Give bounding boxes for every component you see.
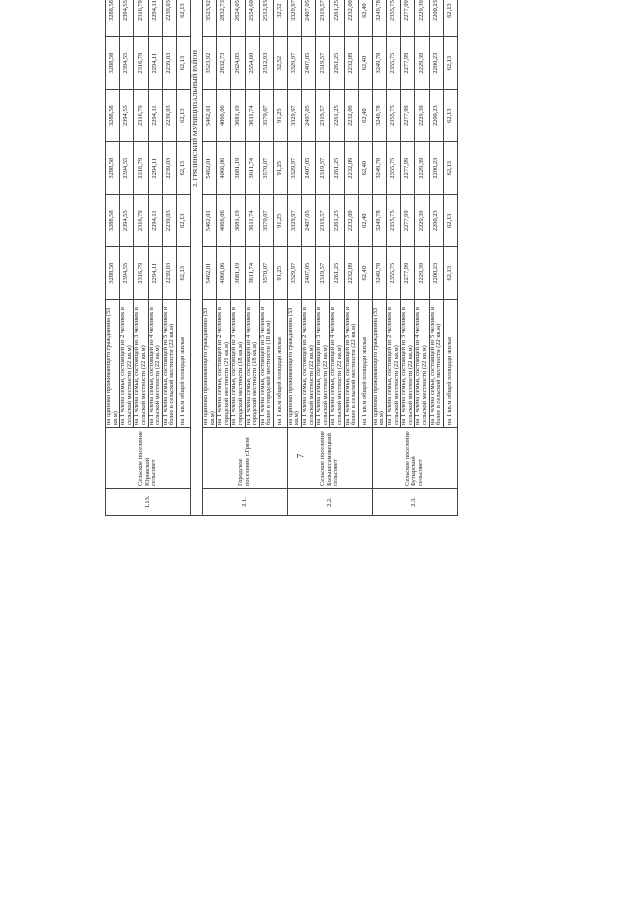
value-cell: 2512,93 [259,37,273,90]
value-cell: 62,13 [443,0,457,37]
block-number-cell: 1.13. [106,489,191,516]
value-cell: 3523,92 [202,0,216,37]
value-cell: 2319,57 [316,89,330,142]
value-cell: 2832,73 [217,0,231,37]
value-cell: 2294,11 [148,142,162,195]
settlement-name-cell: Сельское поселение Юровской сельсовет [106,428,191,489]
value-cell: 2277,99 [401,247,415,300]
section-header-row [190,0,202,516]
page-number: 7 [295,453,306,459]
value-cell: 2294,11 [148,89,162,142]
value-cell: 2355,75 [387,142,401,195]
rotated-table-region [105,0,545,871]
value-cell: 2294,11 [148,0,162,37]
value-cell: 91,25 [273,247,287,300]
row-description-cell: на 1 члена семьи, состоящей из 3 человек в городской местности (18 кв.м) [231,300,245,428]
value-cell: 3249,78 [372,89,386,142]
value-cell: 2319,57 [316,194,330,247]
value-cell: 62,13 [176,37,190,90]
value-cell: 5462,01 [202,89,216,142]
value-cell: 2232,09 [344,0,358,37]
value-cell: 2554,60 [245,37,259,90]
row-description-cell: на 1 члена семьи, состоящей из 5 человек и более в сельской местности (22 кв.м) [344,300,358,428]
value-cell: 2261,25 [330,142,344,195]
value-cell: 2239,03 [162,194,176,247]
value-cell: 62,13 [176,0,190,37]
row-description-cell: на 1 члена семьи, состоящей из 5 человек и более в сельской местности (22 кв.м) [429,300,443,428]
value-cell: 62,13 [443,194,457,247]
table-wrapper [105,0,545,516]
value-cell: 2624,05 [231,0,245,37]
value-cell: 3249,78 [372,247,386,300]
value-cell: 91,25 [273,89,287,142]
value-cell: 2229,39 [415,89,429,142]
value-cell: 2200,23 [429,0,443,37]
row-description-cell: на 1 члена семьи, состоящей из 2 человек в сельской местности (22 кв.м) [120,300,134,428]
value-cell: 2232,09 [344,247,358,300]
value-cell: 2355,75 [387,37,401,90]
value-cell: 62,40 [358,0,372,37]
row-description-cell: на 1 кв.м общей площади жилья [443,300,457,428]
value-cell: 91,25 [273,142,287,195]
value-cell: 62,13 [176,89,190,142]
value-cell: 3288,58 [106,247,120,300]
value-cell: 2239,03 [162,142,176,195]
value-cell: 3288,58 [106,142,120,195]
value-cell: 2355,75 [387,0,401,37]
value-cell: 3329,97 [287,247,301,300]
value-cell: 2229,39 [415,194,429,247]
value-cell: 62,40 [358,142,372,195]
value-cell: 2316,79 [134,89,148,142]
value-cell: 4066,06 [217,194,231,247]
value-cell: 2294,11 [148,194,162,247]
row-description-cell: на 1 кв.м общей площади жилья [358,300,372,428]
value-cell: 2394,55 [120,247,134,300]
value-cell: 2277,99 [401,89,415,142]
row-description-cell: на 1 члена семьи, состоящей из 5 человек и более в городской местности (18 кв.м) [259,300,273,428]
row-description-cell: на 1 члена семьи, состоящей из 4 человек в сельской местности (22 кв.м) [415,300,429,428]
block-number-cell: 2.2. [287,489,372,516]
value-cell: 2394,55 [120,89,134,142]
value-cell: 2554,60 [245,0,259,37]
value-cell: 2316,79 [134,194,148,247]
value-cell: 2394,55 [120,0,134,37]
value-cell: 2394,55 [120,37,134,90]
table-row [106,0,120,516]
value-cell: 2832,73 [217,37,231,90]
value-cell: 2316,79 [134,0,148,37]
value-cell: 2407,05 [302,0,316,37]
value-cell: 2316,79 [134,37,148,90]
value-cell: 2200,23 [429,89,443,142]
section-title-cell: 2. ГРЯЗИНСКИЙ МУНИЦИПАЛЬНЫЙ РАЙОН [190,0,202,516]
value-cell: 62,13 [176,142,190,195]
value-cell: 3523,92 [202,37,216,90]
value-cell: 2232,09 [344,37,358,90]
value-cell: 2316,79 [134,142,148,195]
row-description-cell: на 1 члена семьи, состоящей из 4 человек в городской местности (18 кв.м) [245,300,259,428]
value-cell: 2319,57 [316,142,330,195]
value-cell: 3329,97 [287,194,301,247]
row-description-cell: на 1 члена семьи, состоящей из 5 человек и более в сельской местности (22 кв.м) [162,300,176,428]
value-cell: 2277,99 [401,37,415,90]
value-cell: 2407,05 [302,247,316,300]
value-cell: 2407,05 [302,142,316,195]
row-description-cell: на 1 члена семьи, состоящей из 2 человек в сельской местности (22 кв.м) [387,300,401,428]
settlement-name-cell: Сельское поселение Бутырский сельсовет [372,428,457,489]
value-cell: 2261,25 [330,89,344,142]
value-cell: 3570,07 [259,247,273,300]
row-description-cell: на одиноко проживающего гражданина (33 кв.м) [372,300,386,428]
value-cell: 2355,75 [387,247,401,300]
value-cell: 2319,57 [316,0,330,37]
value-cell: 2200,23 [429,194,443,247]
value-cell: 3681,19 [231,194,245,247]
value-cell: 3288,58 [106,89,120,142]
value-cell: 3329,97 [287,142,301,195]
value-cell: 2407,05 [302,37,316,90]
row-description-cell: на 1 члена семьи, состоящей из 3 человек в сельской местности (22 кв.м) [316,300,330,428]
value-cell: 3611,74 [245,194,259,247]
value-cell: 2229,39 [415,247,429,300]
cost-table [105,0,458,516]
value-cell: 2200,23 [429,142,443,195]
value-cell: 62,40 [358,89,372,142]
value-cell: 91,25 [273,194,287,247]
value-cell: 2277,99 [401,0,415,37]
settlement-name-cell: Городское поселение г.Грязи [202,428,287,489]
value-cell: 2261,25 [330,37,344,90]
row-description-cell: на 1 члена семьи, состоящей из 2 человек в сельской местности (22 кв.м) [302,300,316,428]
value-cell: 32,52 [273,0,287,37]
value-cell: 2232,09 [344,89,358,142]
table-row [372,0,386,516]
value-cell: 3249,78 [372,142,386,195]
value-cell: 2239,03 [162,37,176,90]
value-cell: 3570,07 [259,194,273,247]
value-cell: 3288,58 [106,37,120,90]
value-cell: 5462,01 [202,142,216,195]
value-cell: 2229,39 [415,0,429,37]
row-description-cell: на 1 кв.м общей площади жилья [273,300,287,428]
value-cell: 2229,39 [415,142,429,195]
table-row [202,0,216,516]
row-description-cell: на одиноко проживающего гражданина (33 кв.м) [106,300,120,428]
value-cell: 3611,74 [245,89,259,142]
row-description-cell: на 1 кв.м общей площади жилья [176,300,190,428]
value-cell: 2200,23 [429,247,443,300]
value-cell: 2394,55 [120,194,134,247]
value-cell: 2407,05 [302,89,316,142]
value-cell: 2355,75 [387,89,401,142]
value-cell: 3288,58 [106,0,120,37]
value-cell: 62,40 [358,194,372,247]
value-cell: 2407,05 [302,194,316,247]
row-description-cell: на одиноко проживающего гражданина (33 кв.м) [287,300,301,428]
value-cell: 3681,19 [231,142,245,195]
row-description-cell: на 1 члена семьи, состоящей из 2 человек в городской местности (21 кв.м) [217,300,231,428]
value-cell: 2232,09 [344,142,358,195]
value-cell: 2512,93 [259,0,273,37]
value-cell: 3329,97 [287,89,301,142]
value-cell: 62,13 [443,37,457,90]
value-cell: 3329,97 [287,0,301,37]
value-cell: 2294,11 [148,247,162,300]
value-cell: 4066,06 [217,247,231,300]
value-cell: 4066,06 [217,89,231,142]
value-cell: 3681,19 [231,89,245,142]
value-cell: 2277,99 [401,142,415,195]
block-number-cell: 2.1. [202,489,287,516]
value-cell: 2319,57 [316,247,330,300]
value-cell: 3570,07 [259,142,273,195]
settlement-name-cell: Сельское поселение Большесамовецкий сельсовет [287,428,372,489]
value-cell: 2316,79 [134,247,148,300]
value-cell: 2319,57 [316,37,330,90]
value-cell: 62,13 [176,247,190,300]
value-cell: 3249,78 [372,37,386,90]
value-cell: 2394,55 [120,142,134,195]
value-cell: 3288,58 [106,194,120,247]
value-cell: 2294,11 [148,37,162,90]
value-cell: 3329,97 [287,37,301,90]
value-cell: 2277,99 [401,194,415,247]
value-cell: 3249,78 [372,0,386,37]
value-cell: 2229,39 [415,37,429,90]
value-cell: 2239,03 [162,0,176,37]
value-cell: 32,52 [273,37,287,90]
row-description-cell: на 1 члена семьи, состоящей из 4 человек в сельской местности (22 кв.м) [148,300,162,428]
value-cell: 3570,07 [259,89,273,142]
row-description-cell: на 1 члена семьи, состоящей из 3 человек в сельской местности (22 кв.м) [134,300,148,428]
row-description-cell: на 1 члена семьи, состоящей из 3 человек в сельской местности (22 кв.м) [401,300,415,428]
value-cell: 3249,78 [372,194,386,247]
table-body [106,0,458,516]
value-cell: 2355,75 [387,194,401,247]
value-cell: 62,13 [443,247,457,300]
row-description-cell: на одиноко проживающего гражданина (33 кв.м) [202,300,216,428]
value-cell: 62,13 [176,194,190,247]
row-description-cell: на 1 члена семьи, состоящей из 4 человек в сельской местности (22 кв.м) [330,300,344,428]
value-cell: 62,13 [443,89,457,142]
block-number-cell: 2.3. [372,489,457,516]
value-cell: 4066,06 [217,142,231,195]
value-cell: 62,13 [443,142,457,195]
value-cell: 62,40 [358,37,372,90]
value-cell: 2239,03 [162,89,176,142]
value-cell: 2624,05 [231,37,245,90]
value-cell: 62,40 [358,247,372,300]
value-cell: 2261,25 [330,247,344,300]
value-cell: 3611,74 [245,142,259,195]
value-cell: 2239,03 [162,247,176,300]
table-row [287,0,301,516]
value-cell: 3611,74 [245,247,259,300]
value-cell: 2232,09 [344,194,358,247]
value-cell: 5462,01 [202,194,216,247]
value-cell: 2200,23 [429,37,443,90]
value-cell: 2261,25 [330,194,344,247]
value-cell: 5462,01 [202,247,216,300]
value-cell: 3681,19 [231,247,245,300]
value-cell: 2261,25 [330,0,344,37]
